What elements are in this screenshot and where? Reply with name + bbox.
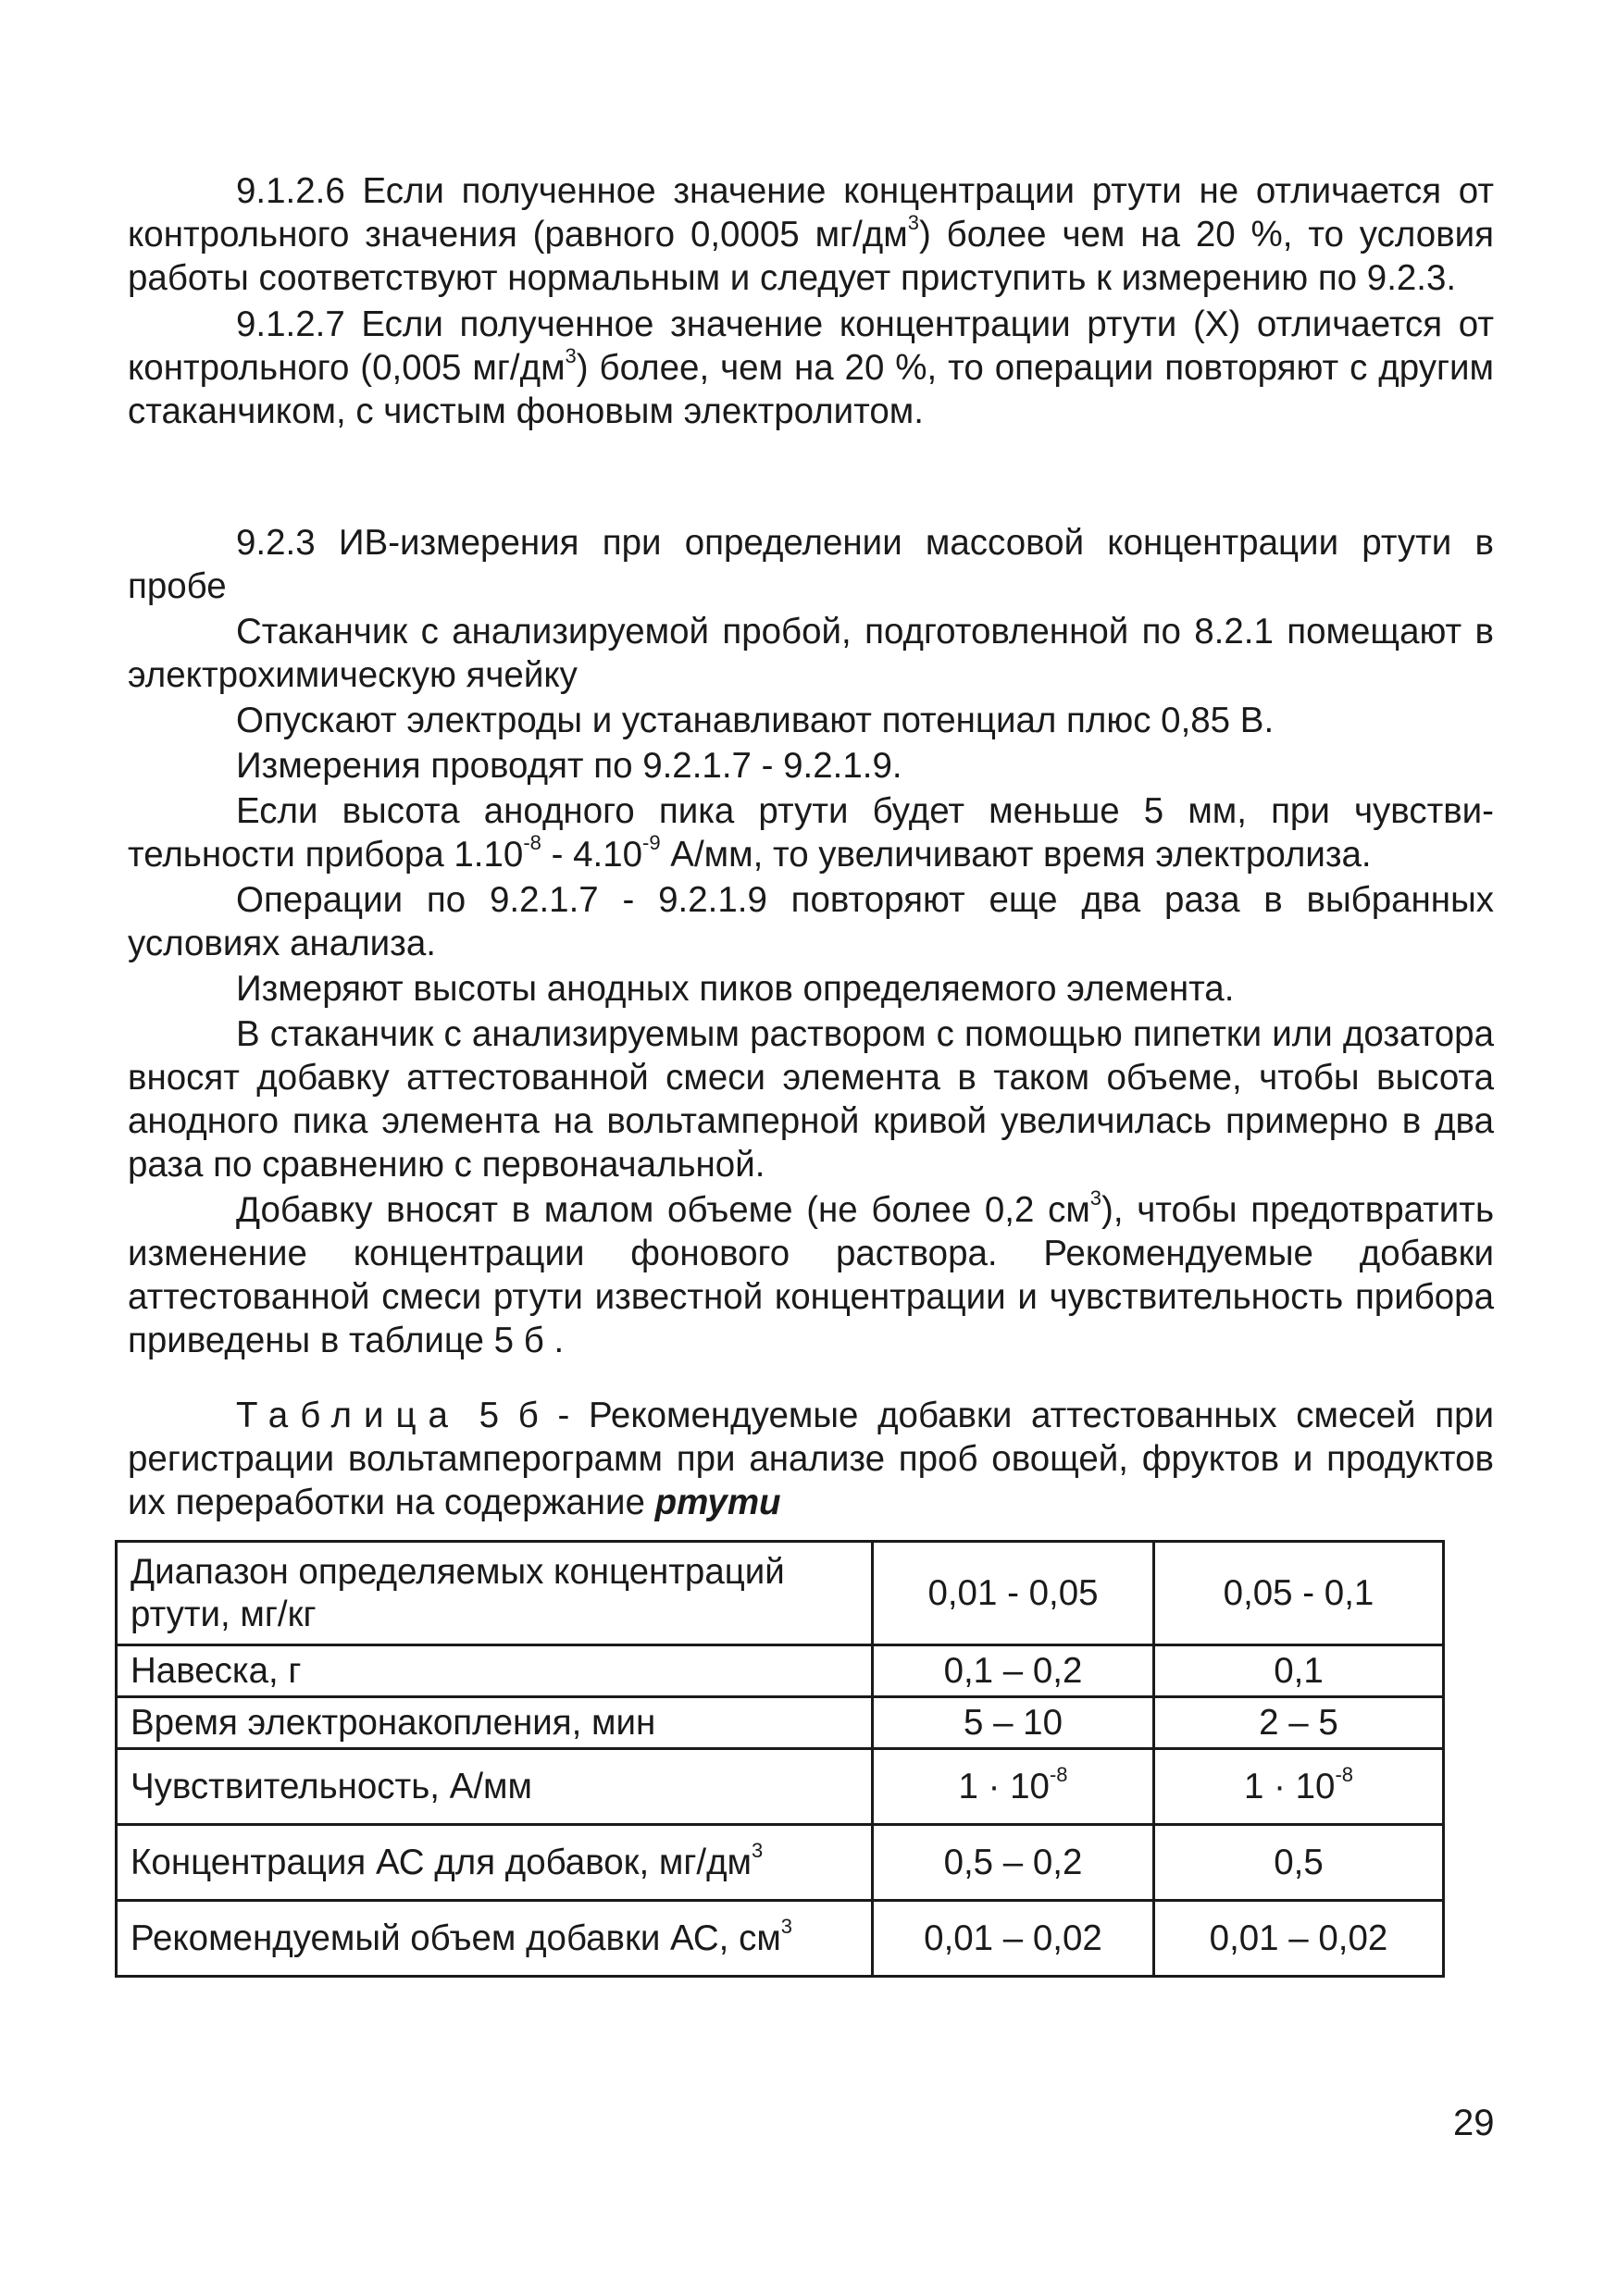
paragraph-9-1-2-7: 9.1.2.7 Если полученное значение концентрации ртути (X) отличается от контрольного (0,005 $мг/дм^3$) более, чем на 20 %, то операции повторяют с другим стаканчиком, с чистым фоновым электролитом. xyxy=(128,304,1494,431)
paragraph-9-2-3-heading: 9.2.3 ИВ-измерения при определении массовой концентрации ртути в пробе xyxy=(128,523,1494,606)
table-cell-range-1: 0,1 – 0,2 xyxy=(873,1645,1154,1697)
table-cell-range-1: 0,01 - 0,05 xyxy=(873,1542,1154,1645)
paragraph-small-volume: Добавку вносят в малом объеме (не более 0,2 $см^3$), чтобы предотвратить изменение концентрации фонового раствора. Рекомендуемые добавки аттестованной смеси ртути известной концентрации и чувствительность прибора приведены в таблице 5 б . xyxy=(128,1186,1494,1360)
table-cell-range-1: 0,5 – 0,2 xyxy=(873,1825,1154,1901)
table-cell-range-1: 5 – 10 xyxy=(873,1697,1154,1749)
table-cell-range-2: 0,1 xyxy=(1154,1645,1444,1697)
section-9-1-2 xyxy=(128,169,1494,433)
table-cell-parameter: Диапазон определяемых концентраций ртути, мг/кг xyxy=(117,1542,873,1645)
table-cell-range-2: 0,5 xyxy=(1154,1825,1444,1901)
table-cell-parameter: Время электронакопления, мин xyxy=(117,1697,873,1749)
paragraph-electrodes: Опускают электроды и устанавливают потенциал плюс 0,85 В. xyxy=(236,701,1275,740)
table-caption-text: 5 б - Рекомендуемые добавки аттестованных смесей при регистрации вольтамперограмм при анализе проб овощей, фруктов и продуктов их переработки на содержание xyxy=(128,1396,1494,1522)
table-row xyxy=(117,1697,1444,1749)
table-cell-parameter: Навеска, г xyxy=(117,1645,873,1697)
table-cell-range-2: $1 \cdot 10^{-8}$ xyxy=(1154,1749,1444,1825)
table-row xyxy=(117,1542,1444,1645)
table-cell-range-2: 0,05 - 0,1 xyxy=(1154,1542,1444,1645)
table-cell-parameter: Концентрация АС для добавок, $мг/дм^3$ xyxy=(117,1825,873,1901)
section-9-2-3 xyxy=(128,521,1494,1362)
table-row xyxy=(117,1645,1444,1697)
additives-table xyxy=(115,1540,1445,1978)
table-caption xyxy=(128,1394,1494,1524)
table-cell-range-1: $1 \cdot 10^{-8}$ xyxy=(873,1749,1154,1825)
table-cell-range-1: 0,01 – 0,02 xyxy=(873,1901,1154,1977)
table-cell-parameter: Рекомендуемый объем добавки АС, $см^3$ xyxy=(117,1901,873,1977)
paragraph-repeat-operations: Операции по 9.2.1.7 - 9.2.1.9 повторяют еще два раза в выбранных условиях анализа. xyxy=(128,880,1494,963)
page-number: 29 xyxy=(1453,2103,1495,2143)
table-caption-emphasis: ртути xyxy=(654,1483,781,1522)
table-cell-parameter: Чувствительность, А/мм xyxy=(117,1749,873,1825)
table-cell-range-2: 2 – 5 xyxy=(1154,1697,1444,1749)
paragraph-peak-height: Если высота анодного пика ртути будет меньше 5 мм, при чувствительности прибора $1.10^{-8} - 4.10^{-9}$ А/мм, то увеличивают время электролиза. xyxy=(128,791,1494,875)
table-row xyxy=(117,1825,1444,1901)
table-row xyxy=(117,1749,1444,1825)
paragraph-sample-placement: Стаканчик с анализируемой пробой, подготовленной по 8.2.1 помещают в электрохимическую ячейку xyxy=(128,612,1494,695)
table-row xyxy=(117,1901,1444,1977)
paragraph-add-mixture: В стаканчик с анализируемым раствором с помощью пипетки или дозатора вносят добавку аттестованной смеси элемента в таком объеме, чтобы высота анодного пика элемента на вольтамперной кривой увеличилась примерно в два раза по сравнению с первоначальной. xyxy=(128,1014,1494,1185)
paragraph-measure-peaks: Измеряют высоты анодных пиков определяемого элемента. xyxy=(236,969,1235,1009)
table-caption-label: Таблица xyxy=(236,1396,460,1435)
table-cell-range-2: 0,01 – 0,02 xyxy=(1154,1901,1444,1977)
paragraph-9-1-2-6: 9.1.2.6 Если полученное значение концентрации ртути не отличается от контрольного значения (равного 0,0005 $мг/дм^3$) более чем на 20 %, то условия работы соответствуют нормальным и следует приступить к измерению по 9.2.3. xyxy=(128,171,1494,298)
paragraph-measurements: Измерения проводят по 9.2.1.7 - 9.2.1.9. xyxy=(236,746,902,786)
